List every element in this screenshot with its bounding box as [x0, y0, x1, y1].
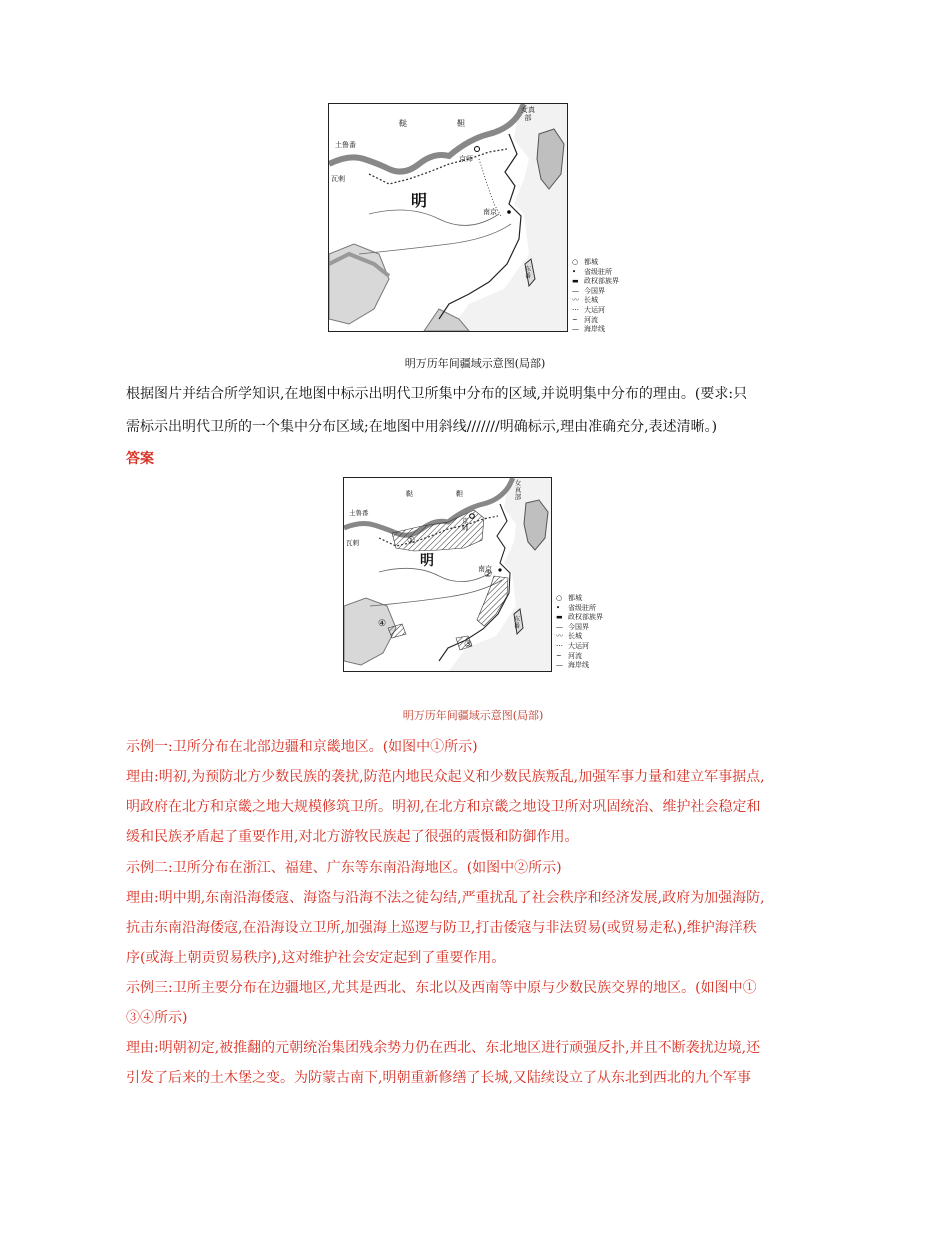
map-1-svg: [329, 104, 567, 331]
map-1-label-nuzhen: 女真部: [521, 106, 535, 122]
map-1-legend: [572, 258, 619, 335]
map-2-label-n1: ①: [407, 536, 416, 546]
legend-national-border: — 今国界: [572, 286, 605, 295]
legend-grand-canal: ⋯ 大运河: [572, 305, 605, 314]
map-2-label-n2: ②: [484, 570, 493, 580]
answer-line-1: 示例一:卫所分布在北部边疆和京畿地区。(如图中①所示): [126, 739, 478, 755]
legend-province-seat: • 省级驻所: [556, 603, 596, 612]
answer-line-9: 示例三:卫所主要分布在边疆地区,尤其是西北、东北以及西南等中原与少数民族交界的地区。(如图中①: [126, 980, 757, 996]
map-1-label-tulufan: 土鲁番: [335, 141, 356, 149]
map-ming-territory-2: [343, 477, 552, 672]
map-1-label-nanjing: 南京: [483, 208, 497, 216]
answer-line-2: 理由:明初,为预防北方少数民族的袭扰,防范内地民众起义和少数民族叛乱,加强军事力量和建立军事据点,: [126, 769, 765, 785]
map-2-label-menggu2: 靼: [456, 490, 463, 498]
legend-capital: ○ 都城: [556, 594, 582, 602]
map-1-label-menggu1: 鞑: [399, 119, 407, 128]
legend-great-wall: 〰 长城: [556, 632, 582, 641]
map-2-label-nuzhen: 女真部: [514, 479, 522, 501]
map-2-label-wula: 瓦剌: [346, 539, 359, 547]
answer-line-12: 引发了后来的土木堡之变。为防蒙古南下,明朝重新修缮了长城,又陆续设立了从东北到西北的九个军事: [126, 1070, 751, 1086]
map-1-label-ming: 明: [411, 191, 428, 210]
map-1-label-menggu2: 靼: [457, 119, 465, 128]
legend-river: ~ 河流: [572, 315, 598, 324]
map-2-label-nanjing: 南京: [478, 565, 492, 573]
map-1-label-wula: 瓦剌: [331, 175, 345, 183]
legend-coastline: — 海岸线: [572, 325, 605, 334]
map-2-label-taiwan: 东番: [514, 616, 521, 630]
question-line-2: 需标示出明代卫所的一个集中分布区域;在地图中用斜线///////明确标示,理由准确充分,表述清晰。): [126, 419, 718, 435]
map-2-label-ming: 明: [420, 553, 434, 569]
answer-line-11: 理由:明朝初定,被推翻的元朝统治集团残余势力仍在西北、东北地区进行顽强反扑,并且不断袭扰边境,还: [126, 1040, 761, 1056]
answer-label: 答案: [126, 451, 154, 467]
map-2-caption: 明万历年间疆域示意图(局部): [402, 709, 544, 722]
answer-line-5: 示例二:卫所分布在浙江、福建、广东等东南沿海地区。(如图中②所示): [126, 860, 562, 876]
map-ming-territory-1: [328, 103, 568, 332]
question-line-1: 根据图片并结合所学知识,在地图中标示出明代卫所集中分布的区域,并说明集中分布的理由。(要求:只: [126, 386, 748, 402]
map-2-svg: [344, 478, 551, 671]
legend-regime-border: ▬ 政权部族界: [556, 613, 603, 622]
legend-national-border: — 今国界: [556, 622, 589, 631]
map-2-label-jingshi: 京师: [462, 517, 469, 532]
legend-grand-canal: ⋯ 大运河: [556, 641, 589, 650]
map-2-legend: [556, 594, 603, 671]
answer-line-10: ③④所示): [126, 1010, 188, 1026]
map-2-label-menggu1: 鞑: [406, 490, 413, 498]
answer-line-8: 序(或海上朝贡贸易秩序),这对维护社会安定起到了重要作用。: [126, 950, 506, 966]
map-1-caption: 明万历年间疆域示意图(局部): [404, 357, 546, 370]
map-1-label-jingshi: 京师: [459, 155, 473, 163]
legend-coastline: — 海岸线: [556, 661, 589, 670]
map-1-label-taiwan: 东番: [525, 266, 532, 280]
map-2-label-tulufan: 土鲁番: [349, 509, 369, 517]
answer-line-7: 抗击东南沿海倭寇,在沿海设立卫所,加强海上巡逻与防卫,打击倭寇与非法贸易(或贸易走私),维护海洋秩: [126, 920, 757, 936]
answer-line-4: 缓和民族矛盾起了重要作用,对北方游牧民族起了很强的震慑和防御作用。: [126, 829, 579, 845]
map-2-label-n4: ④: [378, 619, 387, 629]
legend-province-seat: • 省级驻所: [572, 267, 612, 276]
legend-regime-border: ▬ 政权部族界: [572, 277, 619, 286]
answer-line-3: 明政府在北方和京畿之地大规模修筑卫所。明初,在北方和京畿之地设卫所对巩固统治、维护社会稳定和: [126, 799, 761, 815]
map-2-label-n3: ③: [464, 640, 473, 650]
answer-line-6: 理由:明中期,东南沿海倭寇、海盗与沿海不法之徒勾结,严重扰乱了社会秩序和经济发展,政府为加强海防,: [126, 890, 765, 906]
legend-river: ~ 河流: [556, 651, 582, 660]
legend-great-wall: 〰 长城: [572, 296, 598, 305]
legend-capital: ○ 都城: [572, 258, 598, 266]
